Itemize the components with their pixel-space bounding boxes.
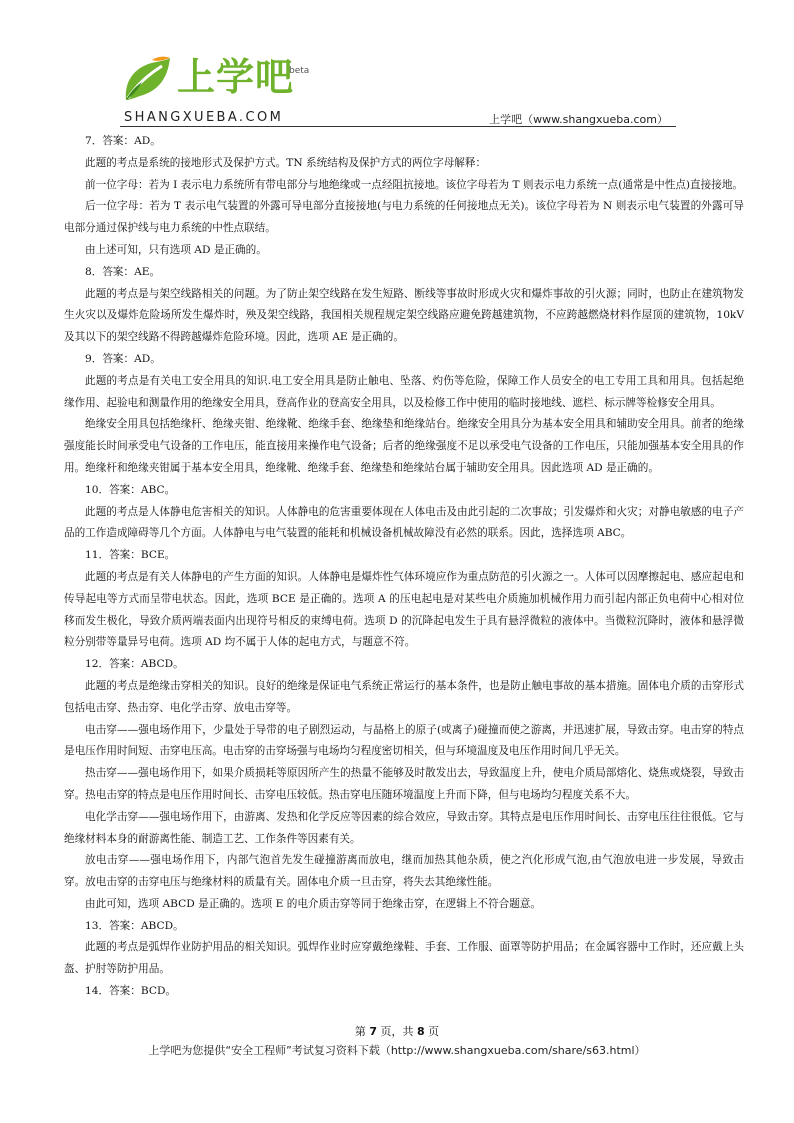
answer-8-heading: 8．答案：AE。	[85, 265, 161, 278]
paragraph: 此题的考点是弧焊作业防护用品的相关知识。弧焊作业时应穿戴绝缘鞋、手套、工作服、面罩等防护用品；在金属容器中工作时，还应戴上头盔、护肘等防护用品。	[64, 941, 744, 976]
paragraph: 此题的考点是人体静电危害相关的知识。人体静电的危害重要体现在人体电击及由此引起的二次事故；引发爆炸和火灾；对静电敏感的电子产品的工作造成障碍等几个方面。人体静电与电气装置的能耗和机械设备机械故障没有必然的联系。因此，选择选项 ABC。	[64, 505, 744, 540]
page-number	[0, 1023, 794, 1039]
answer-14-heading: 14．答案：BCD。	[85, 985, 177, 998]
answer-9-heading: 9．答案：AD。	[85, 352, 161, 365]
answer-12-heading: 12．答案：ABCD。	[85, 658, 184, 671]
answer-11-heading: 11．答案：BCE。	[85, 549, 176, 562]
paragraph: 绝缘安全用具包括绝缘杆、绝缘夹钳、绝缘靴、绝缘手套、绝缘垫和绝缘站台。绝缘安全用具分为基本安全用具和辅助安全用具。前者的绝缘强度能长时间承受电气设备的工作电压，能直接用来操作电气设备；后者的绝缘强度不足以承受电气设备的工作电压，只能加强基本安全用具的作用。绝缘杆和绝缘夹钳属于基本安全用具，绝缘靴、绝缘手套、绝缘垫和绝缘站台属于辅助安全用具。因此选项 AD 是正确的。	[64, 418, 744, 474]
page-header	[0, 0, 794, 130]
page-mid: 页，共	[380, 1025, 414, 1038]
paragraph: 热击穿——强电场作用下，如果介质损耗等原因所产生的热量不能够及时散发出去，导致温度上升，使电介质局部熔化、烧焦或烧裂，导致击穿。热电击穿的特点是电压作用时间长、击穿电压较低。热击穿电压随环境温度上升而下降，但与电场均匀程度关系不大。	[64, 767, 744, 801]
logo-domain: SHANGXUEBA.COM	[124, 110, 284, 125]
answer-explanations	[64, 131, 744, 1003]
paragraph: 由此可知，选项 ABCD 是正确的。选项 E 的电介质击穿等同于绝缘击穿，在逻辑上不符合题意。	[85, 897, 541, 910]
paragraph: 后一位字母：若为 T 表示电气装置的外露可导电部分直接接地(与电力系统的任何接地点无关)。该位字母若为 N 则表示电气装置的外露可导电部分通过保护线与电力系统的中性点联结。	[64, 200, 744, 235]
header-site-link[interactable]: 上学吧（www.shangxueba.com）	[489, 113, 668, 126]
paragraph: 此题的考点是绝缘击穿相关的知识。良好的绝缘是保证电气系统正常运行的基本条件，也是防止触电事故的基本措施。固体电介质的击穿形式包括电击穿、热击穿、电化学击穿、放电击穿等。	[64, 679, 744, 714]
logo-wordmark: 上学吧	[177, 55, 295, 99]
answer-7-heading: 7．答案：AD。	[85, 135, 161, 147]
paragraph: 放电击穿——强电场作用下，内部气泡首先发生碰撞游离而放电，继而加热其他杂质，使之汽化形成气泡,由气泡放电进一步发展，导致击穿。放电击穿的击穿电压与绝缘材料的质量有关。固体电介质一旦击穿，将失去其绝缘性能。	[64, 854, 744, 889]
paragraph: 此题的考点是有关电工安全用具的知识.电工安全用具是防止触电、坠落、灼伤等危险，保障工作人员安全的电工专用工具和用具。包括起绝缘作用、起验电和测量作用的绝缘安全用具，登高作业的登高安全用具，以及检修工作中使用的临时接地线、遮栏、标示牌等检修安全用具。	[64, 374, 744, 409]
paragraph: 电击穿——强电场作用下，少量处于导带的电子剧烈运动，与晶格上的原子(或离子)碰撞而使之游离，并迅速扩展，导致击穿。电击穿的特点是电压作用时间短、击穿电压高。电击穿的击穿场强与电场均匀程度密切相关，但与环境温度及电压作用时间几乎无关。	[64, 723, 744, 758]
answer-10-heading: 10．答案：ABC。	[85, 483, 176, 496]
logo-beta-tag: beta	[289, 66, 310, 76]
page-total: 8	[417, 1025, 425, 1038]
paragraph: 电化学击穿——强电场作用下，由游离、发热和化学反应等因素的综合效应，导致击穿。其特点是电压作用时间长、击穿电压往往很低。它与绝缘材料本身的耐游离性能、制造工艺、工作条件等因素有关。	[64, 810, 744, 845]
leaf-logo-icon	[122, 56, 172, 102]
answer-13-heading: 13．答案：ABCD。	[85, 919, 184, 932]
page-suffix: 页	[428, 1025, 440, 1038]
footer-download-link[interactable]: 上学吧为您提供“安全工程师”考试复习资料下载（http://www.shangxueba.com/share/s63.html）	[148, 1044, 646, 1057]
paragraph: 此题的考点是系统的接地形式及保护方式。TN 系统结构及保护方式的两位字母解释：	[85, 156, 487, 169]
page-current: 7	[369, 1025, 377, 1038]
page-prefix: 第	[354, 1025, 366, 1038]
paragraph: 前一位字母：若为 I 表示电力系统所有带电部分与地绝缘或一点经阻抗接地。该位字母若为 T 则表示电力系统一点(通常是中性点)直接接地。	[85, 178, 744, 191]
paragraph: 此题的考点是有关人体静电的产生方面的知识。人体静电是爆炸性气体环境应作为重点防范的引火源之一。人体可以因摩擦起电、感应起电和传导起电等方式而呈带电状态。因此，选项 BCE 是正确的。选项 A 的压电起电是对某些电介质施加机械作用力而引起内部正负电荷中心相对位移而发生极化，导致介质两端表面内出现符号相反的束缚电荷。选项 D 的沉降起电发生于具有悬浮微粒的液体中。当微粒沉降时，液体和悬浮微粒分别带等量异号电荷。选项 AD 均不属于人体的起电方式，与题意不符。	[64, 570, 744, 649]
header-divider	[120, 126, 676, 127]
paragraph: 由上述可知，只有选项 AD 是正确的。	[85, 243, 267, 256]
paragraph: 此题的考点是与架空线路相关的问题。为了防止架空线路在发生短路、断线等事故时形成火灾和爆炸事故的引火源；同时，也防止在建筑物发生火灾以及爆炸危险场所发生爆炸时，殃及架空线路，我国相关规程规定架空线路应避免跨越建筑物，不应跨越燃烧材料作屋顶的建筑物，10kV 及其以下的架空线路不得跨越爆炸危险环境。因此，选项 AE 是正确的。	[64, 287, 744, 344]
